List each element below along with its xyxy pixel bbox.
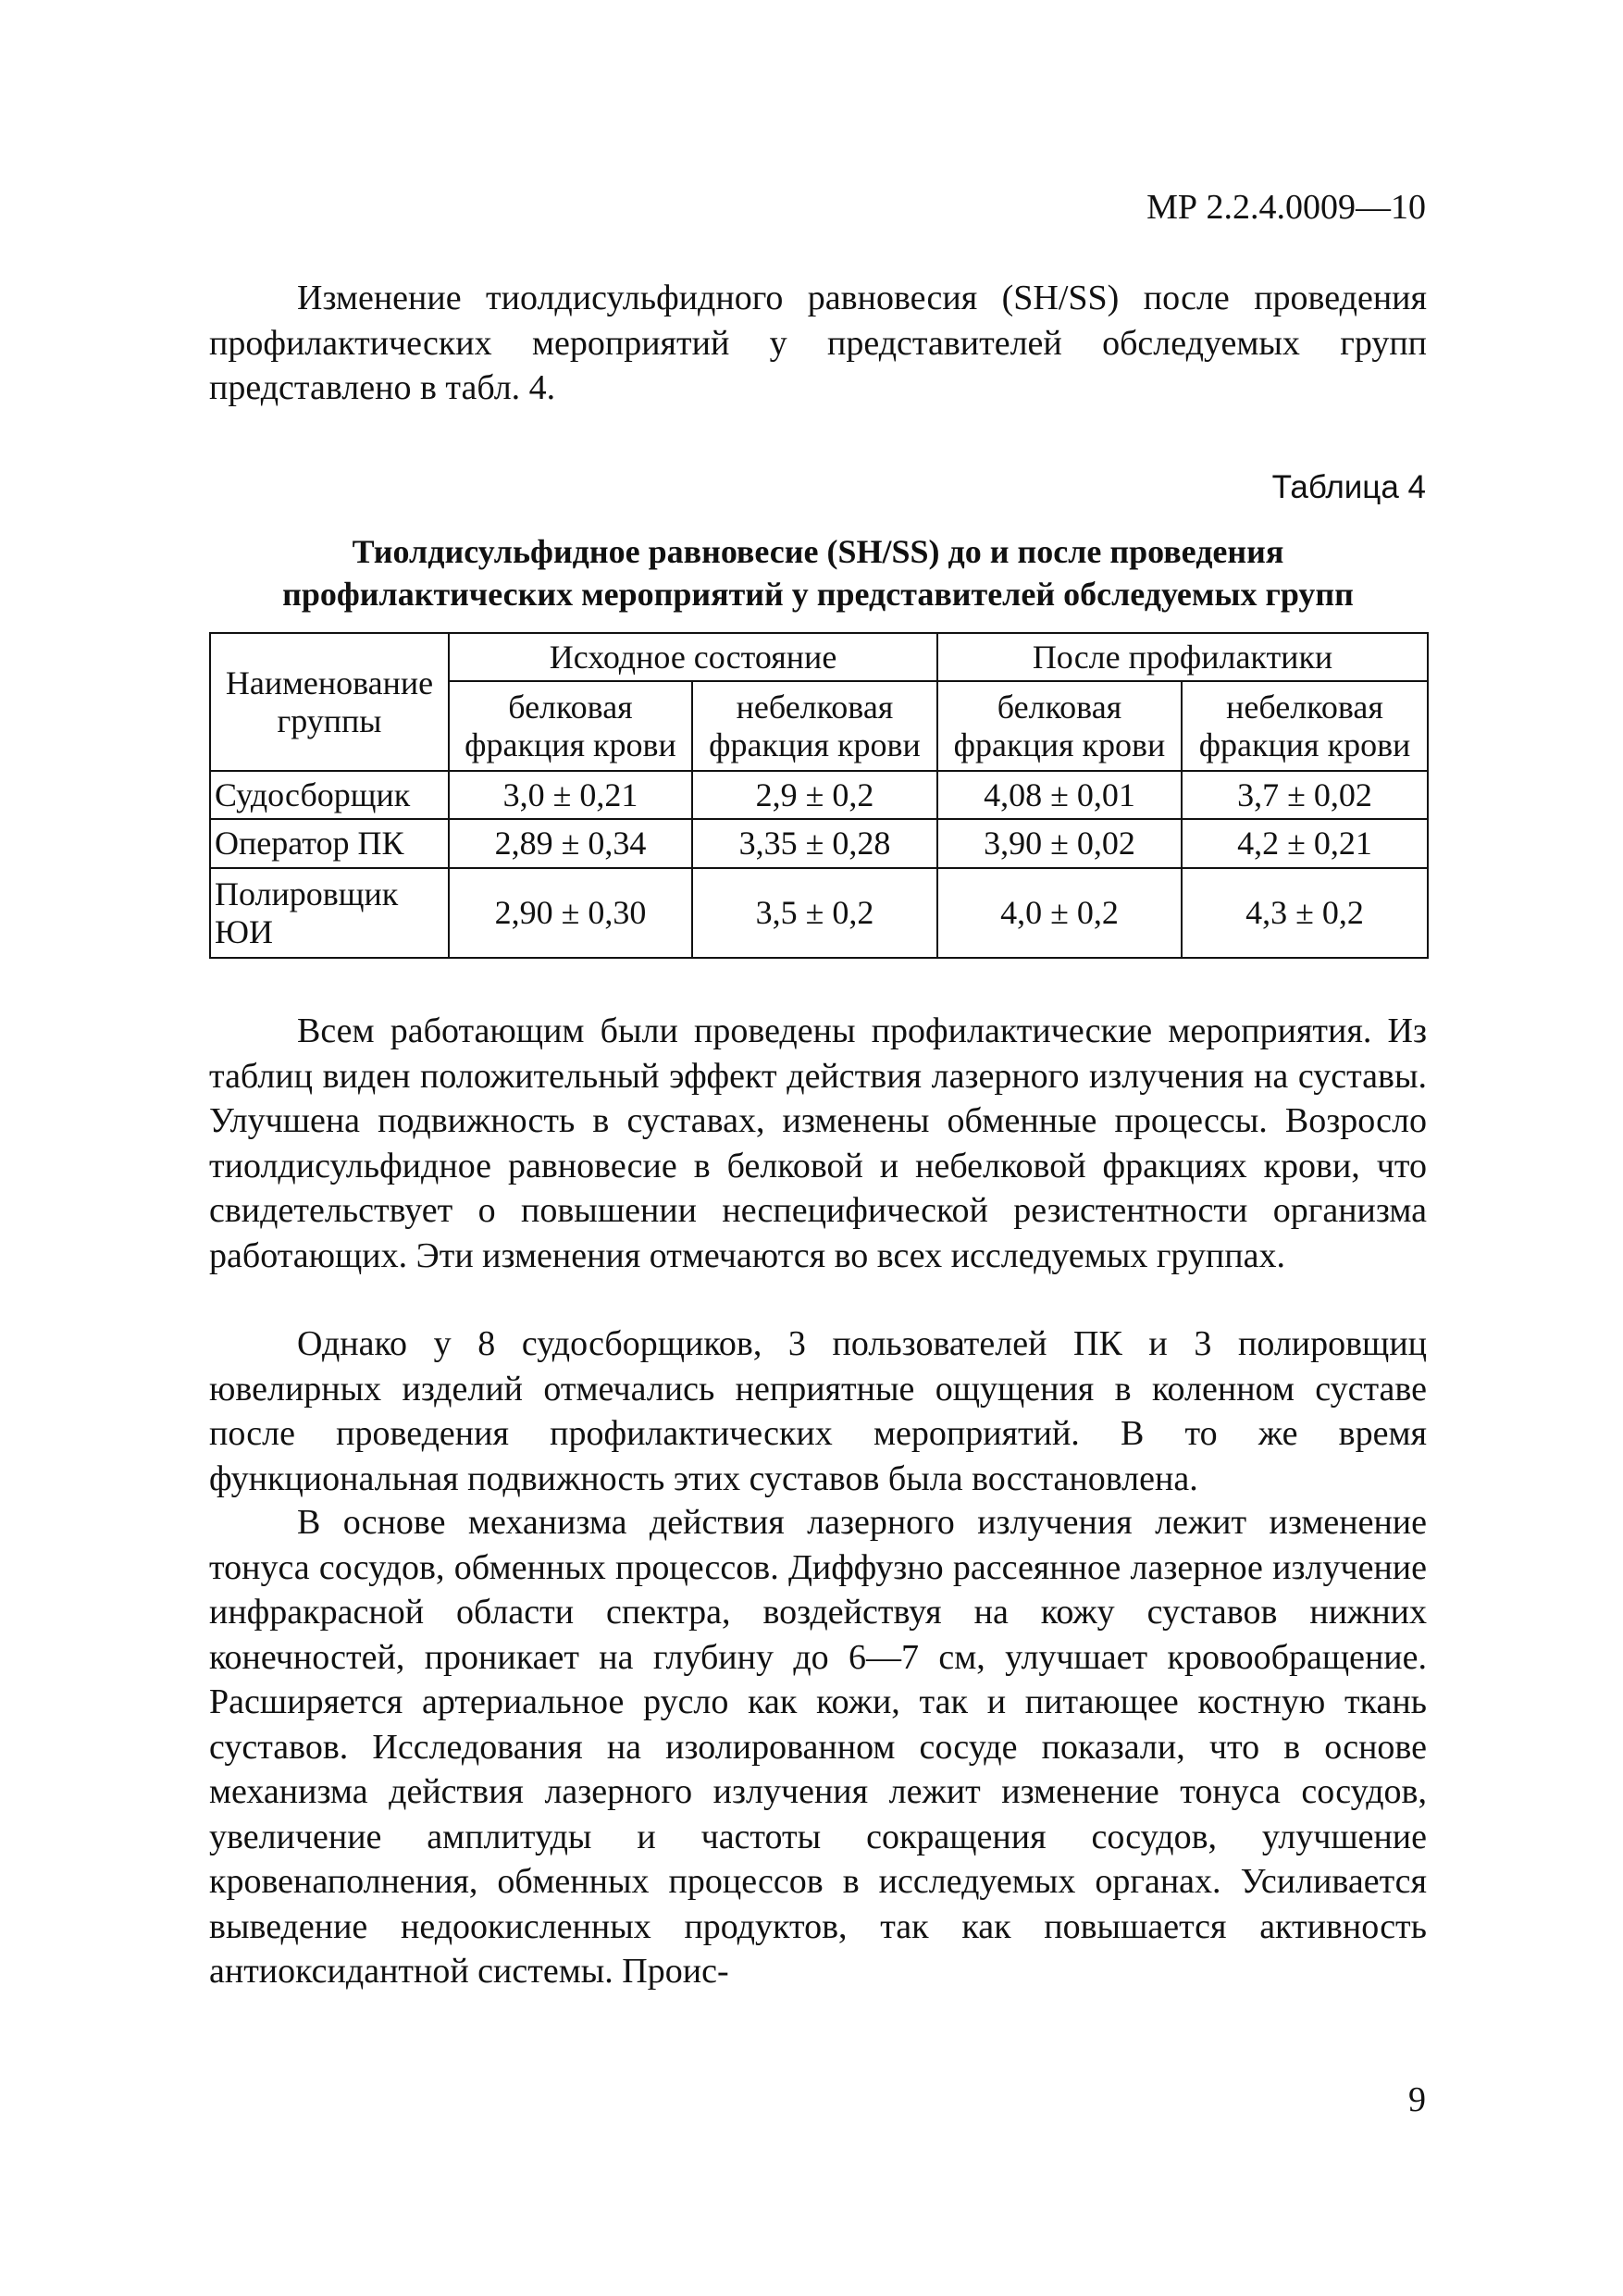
cell-initial-protein: 3,0 ± 0,21 [449,771,692,819]
body-paragraph: В основе механизма действия лазерного излучения лежит изменение тонуса сосудов, обменных процессов. Диффузно рассеянное лазерное излучение инфракрасной области спектра, воздействуя на кожу суставов нижних конечностей, проникает на глубину до 6—7 см, улучшает кровообращение. Расширяется артериальное русло как кожи, так и питающее костную ткань суставов. Исследования на изолированном сосуде показали, что в основе механизма действия лазерного излучения лежит изменение тонуса сосудов, увеличение амплитуды и частоты сокращения сосудов, улучшение кровенаполнения, обменных процессов в исследуемых органах. Усиливается выведение недоокисленных продуктов, так как повышается активность антиоксидантной системы. Проис- [209,1503,1427,1991]
table-row [210,819,1428,868]
cell-after-nonprotein: 3,7 ± 0,02 [1182,771,1428,819]
header-after-prophylaxis: После профилактики [937,633,1428,681]
table-row [210,771,1428,819]
table-header-row [210,633,1428,681]
table-label: Таблица 4 [1271,469,1426,505]
body-paragraph: Однако у 8 судосборщиков, 3 пользователей ПК и 3 полировщиц ювелирных изделий отмечались неприятные ощущения в коленном суставе после проведения профилактических мероприятий. В то же время функциональная подвижность этих суставов была восстановлена. [209,1324,1427,1498]
body-paragraph: Всем работающим были проведены профилактические мероприятия. Из таблиц виден положительный эффект действия лазерного излучения на суставы. Улучшена подвижность в суставах, изменены обменные процессы. Возросло тиолдисульфидное равновесие в белковой и небелковой фракциях крови, что свидетельствует о повышении неспецифической резистентности организма работающих. Эти изменения отмечаются во всех исследуемых группах. [209,1011,1427,1275]
data-table [209,632,1429,959]
subheader-initial-protein: белковая фракция крови [449,681,692,771]
subheader-after-nonprotein: небелковая фракция крови [1182,681,1428,771]
cell-initial-nonprotein: 2,9 ± 0,2 [692,771,937,819]
cell-initial-protein: 2,90 ± 0,30 [449,868,692,958]
header-group-name: Наименование группы [210,633,449,771]
cell-initial-protein: 2,89 ± 0,34 [449,819,692,868]
cell-after-protein: 3,90 ± 0,02 [937,819,1182,868]
cell-after-nonprotein: 4,2 ± 0,21 [1182,819,1428,868]
cell-after-nonprotein: 4,3 ± 0,2 [1182,868,1428,958]
cell-initial-nonprotein: 3,5 ± 0,2 [692,868,937,958]
page-number: 9 [1408,2080,1426,2119]
table-caption-line-2: профилактических мероприятий у представителей обследуемых групп [282,576,1354,613]
table-caption-line-1: Тиолдисульфидное равновесие (SH/SS) до и после проведения [352,533,1284,570]
table-caption [209,530,1427,615]
cell-after-protein: 4,0 ± 0,2 [937,868,1182,958]
document-code: МР 2.2.4.0009—10 [1146,188,1426,227]
row-group-name: Полировщик ЮИ [210,868,449,958]
row-group-name: Оператор ПК [210,819,449,868]
cell-initial-nonprotein: 3,35 ± 0,28 [692,819,937,868]
subheader-after-protein: белковая фракция крови [937,681,1182,771]
row-group-name: Судосборщик [210,771,449,819]
subheader-initial-nonprotein: небелковая фракция крови [692,681,937,771]
intro-paragraph: Изменение тиолдисульфидного равновесия (SH/SS) после проведения профилактических мероприятий у представителей обследуемых групп представлено в табл. 4. [209,279,1427,407]
header-initial-state: Исходное состояние [449,633,937,681]
table-row [210,868,1428,958]
cell-after-protein: 4,08 ± 0,01 [937,771,1182,819]
